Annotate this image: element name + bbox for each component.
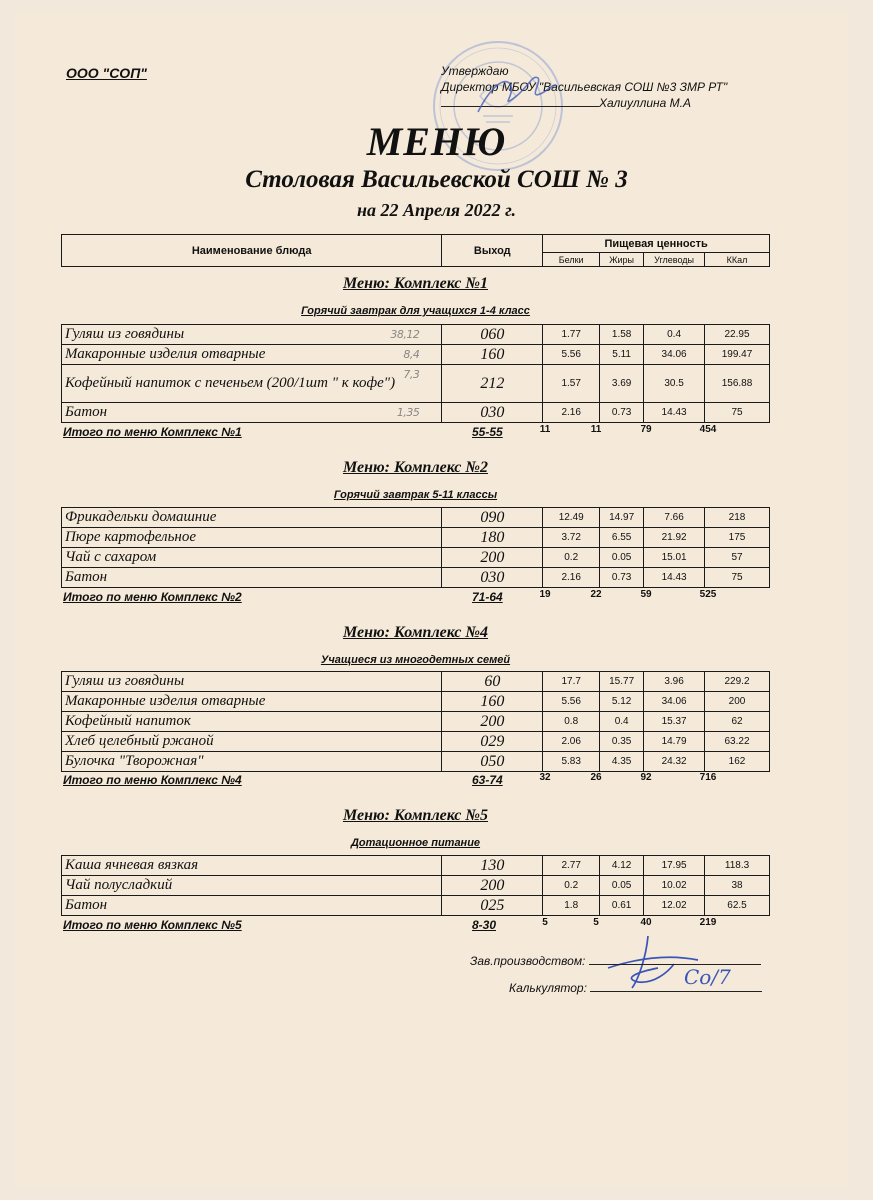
dish-proteins <box>543 528 600 548</box>
total-proteins: 19 <box>539 589 551 600</box>
dish-carbs <box>644 876 705 896</box>
dish-name <box>62 345 442 365</box>
dish-yield <box>442 508 543 528</box>
table-row <box>62 568 770 588</box>
dish-proteins-text: 0.2 <box>564 880 579 891</box>
dish-name-text: Чай с сахаром <box>65 549 157 565</box>
dish-carbs-text: 14.79 <box>661 736 687 747</box>
total-carbs: 92 <box>640 772 652 783</box>
dish-name <box>62 876 442 896</box>
menu-header-table <box>61 234 770 267</box>
dish-fats-text: 0.05 <box>611 552 632 563</box>
dish-name-text: Кофейный напиток <box>65 713 191 729</box>
dish-name <box>62 672 442 692</box>
header-fats: Жиры <box>600 253 644 267</box>
dish-yield-text: 160 <box>480 345 505 363</box>
table-row <box>62 732 770 752</box>
dish-kcal-text: 57 <box>731 552 743 563</box>
header-kcal: ККал <box>705 253 770 267</box>
dish-kcal-text: 75 <box>731 572 743 583</box>
dish-kcal <box>705 325 770 345</box>
dish-carbs <box>644 672 705 692</box>
dish-kcal-text: 156.88 <box>721 378 753 389</box>
section-subtitle: Горячий завтрак 5-11 классы <box>333 489 498 501</box>
table-row <box>62 403 770 423</box>
dish-yield-text: 029 <box>480 732 505 750</box>
dish-kcal-text: 175 <box>728 532 746 543</box>
total-kcal: 454 <box>699 424 717 435</box>
dish-carbs-text: 12.02 <box>661 900 687 911</box>
table-row <box>62 856 770 876</box>
dish-carbs-text: 34.06 <box>661 696 687 707</box>
dish-fats <box>600 896 644 916</box>
dish-kcal <box>705 896 770 916</box>
dish-kcal-text: 75 <box>731 407 743 418</box>
dish-kcal <box>705 528 770 548</box>
dish-carbs-text: 17.95 <box>661 860 687 871</box>
dish-yield <box>442 345 543 365</box>
total-yield: 63-74 <box>472 773 503 787</box>
total-label: Итого по меню Комплекс №4 <box>63 773 242 787</box>
dish-fats <box>600 325 644 345</box>
dish-yield <box>442 403 543 423</box>
dish-carbs <box>644 325 705 345</box>
dish-name <box>62 568 442 588</box>
dish-name-text: Хлеб целебный ржаной <box>65 733 214 749</box>
section-subtitle: Дотационное питание <box>350 837 481 849</box>
dish-carbs-text: 3.96 <box>664 676 684 687</box>
total-fats: 26 <box>590 772 602 783</box>
dish-name <box>62 365 442 403</box>
dish-name-text: Кофейный напиток с печеньем (200/1шт " к кофе") <box>65 375 396 391</box>
dish-kcal-text: 63.22 <box>724 736 750 747</box>
dish-carbs <box>644 548 705 568</box>
dish-kcal-text: 118.3 <box>724 860 750 871</box>
total-fats: 11 <box>590 424 602 435</box>
dish-carbs-text: 15.01 <box>661 552 687 563</box>
dish-kcal-text: 229.2 <box>724 676 750 687</box>
dish-kcal <box>705 345 770 365</box>
table-row <box>62 325 770 345</box>
dish-proteins-text: 1.77 <box>561 329 581 340</box>
dish-kcal-text: 62 <box>731 716 743 727</box>
dish-name <box>62 752 442 772</box>
menu-date: на 22 Апреля 2022 г. <box>357 200 516 220</box>
table-row <box>62 548 770 568</box>
production-signature-line <box>589 953 761 965</box>
approval-heading: Утверждаю <box>441 64 509 78</box>
dish-yield <box>442 692 543 712</box>
footer-production <box>470 953 761 968</box>
dish-proteins <box>543 345 600 365</box>
header-nutrition: Пищевая ценность <box>543 235 770 253</box>
dish-name <box>62 712 442 732</box>
dish-fats <box>600 403 644 423</box>
dish-kcal-text: 199.47 <box>721 349 753 360</box>
dish-carbs <box>644 692 705 712</box>
calculator-label: Калькулятор: <box>509 981 587 995</box>
dish-fats-text: 0.61 <box>611 900 632 911</box>
dish-kcal <box>705 692 770 712</box>
dish-kcal-text: 62.5 <box>727 900 747 911</box>
handwritten-price: 8,4 <box>403 348 420 361</box>
dish-proteins <box>543 896 600 916</box>
dish-kcal <box>705 365 770 403</box>
dish-fats <box>600 876 644 896</box>
dish-fats <box>600 345 644 365</box>
dish-name <box>62 528 442 548</box>
dish-fats <box>600 752 644 772</box>
dish-kcal <box>705 548 770 568</box>
dish-proteins <box>543 712 600 732</box>
table-row <box>62 528 770 548</box>
dish-yield-text: 130 <box>480 856 505 874</box>
dish-yield <box>442 896 543 916</box>
dish-name <box>62 732 442 752</box>
dish-proteins <box>543 403 600 423</box>
total-label: Итого по меню Комплекс №2 <box>63 590 242 604</box>
dish-kcal-text: 162 <box>728 756 746 767</box>
dish-fats-text: 5.11 <box>612 349 631 360</box>
dish-yield-text: 160 <box>480 692 505 710</box>
dish-carbs <box>644 568 705 588</box>
dish-proteins-text: 5.56 <box>561 696 581 707</box>
dish-kcal <box>705 856 770 876</box>
table-row <box>62 672 770 692</box>
dish-name <box>62 856 442 876</box>
total-carbs: 79 <box>640 424 652 435</box>
total-proteins: 32 <box>539 772 551 783</box>
dish-proteins-text: 2.06 <box>561 736 581 747</box>
dish-name-text: Батон <box>65 569 108 585</box>
menu-table <box>61 324 770 423</box>
dish-carbs-text: 24.32 <box>661 756 687 767</box>
dish-fats-text: 0.73 <box>611 572 632 583</box>
dish-kcal <box>705 732 770 752</box>
dish-proteins-text: 1.8 <box>564 900 579 911</box>
svg-text:Co/7: Co/7 <box>684 965 731 989</box>
total-label: Итого по меню Комплекс №5 <box>63 918 242 932</box>
dish-proteins <box>543 732 600 752</box>
section-subtitle: Горячий завтрак для учащихся 1-4 класс <box>301 305 530 317</box>
dish-name-text: Каша ячневая вязкая <box>65 857 199 873</box>
dish-kcal-text: 22.95 <box>724 329 750 340</box>
total-label: Итого по меню Комплекс №1 <box>63 425 242 439</box>
dish-fats-text: 0.4 <box>614 716 629 727</box>
dish-kcal <box>705 712 770 732</box>
dish-carbs-text: 14.43 <box>661 407 687 418</box>
dish-name-text: Батон <box>65 897 108 913</box>
dish-name-text: Булочка "Творожная" <box>65 753 204 769</box>
dish-carbs-text: 0.4 <box>667 329 682 340</box>
production-label: Зав.производством: <box>470 954 586 968</box>
section-total <box>63 425 770 441</box>
dish-proteins-text: 5.56 <box>561 349 581 360</box>
dish-fats-text: 4.12 <box>611 860 632 871</box>
dish-fats <box>600 365 644 403</box>
dish-fats <box>600 548 644 568</box>
dish-name <box>62 692 442 712</box>
dish-proteins-text: 1.57 <box>561 378 581 389</box>
dish-proteins-text: 5.83 <box>561 756 581 767</box>
dish-name-text: Гуляш из говядины <box>65 326 185 342</box>
dish-carbs <box>644 365 705 403</box>
dish-proteins-text: 2.16 <box>561 572 581 583</box>
dish-name <box>62 896 442 916</box>
dish-kcal <box>705 752 770 772</box>
dish-name-text: Пюре картофельное <box>65 529 196 545</box>
dish-proteins-text: 2.77 <box>561 860 581 871</box>
section-subtitle: Учащиеся из многодетных семей <box>320 654 511 666</box>
section-title: Меню: Комплекс №5 <box>342 807 489 824</box>
dish-yield <box>442 712 543 732</box>
dish-name-text: Макаронные изделия отварные <box>65 693 266 709</box>
table-row <box>62 896 770 916</box>
dish-proteins-text: 0.8 <box>564 716 579 727</box>
approval-name: Халиуллина М.А <box>599 96 692 110</box>
dish-proteins <box>543 752 600 772</box>
menu-table <box>61 855 770 916</box>
dish-fats-text: 1.58 <box>611 329 632 340</box>
dish-fats <box>600 528 644 548</box>
page-subtitle: Столовая Васильевской СОШ № 3 <box>245 166 628 193</box>
dish-yield <box>442 876 543 896</box>
total-yield: 55-55 <box>472 425 503 439</box>
dish-proteins <box>543 568 600 588</box>
dish-fats <box>600 712 644 732</box>
dish-carbs-text: 14.43 <box>661 572 687 583</box>
dish-yield-text: 060 <box>480 325 505 343</box>
organization-name: ООО "СОП" <box>66 65 147 81</box>
total-proteins: 11 <box>539 424 551 435</box>
dish-name-text: Чай полусладкий <box>65 877 173 893</box>
dish-yield-text: 200 <box>480 876 505 894</box>
dish-name <box>62 325 442 345</box>
dish-yield-text: 030 <box>480 403 505 421</box>
dish-proteins-text: 17.7 <box>561 676 581 687</box>
dish-fats <box>600 856 644 876</box>
dish-carbs-text: 15.37 <box>661 716 687 727</box>
dish-fats-text: 6.55 <box>611 532 632 543</box>
dish-yield <box>442 752 543 772</box>
dish-kcal <box>705 508 770 528</box>
footer-calculator <box>509 980 762 995</box>
dish-kcal <box>705 672 770 692</box>
section-title: Меню: Комплекс №2 <box>342 459 489 476</box>
table-row <box>62 876 770 896</box>
dish-yield <box>442 856 543 876</box>
section-total <box>63 590 770 606</box>
header-carbs: Углеводы <box>644 253 705 267</box>
dish-yield <box>442 548 543 568</box>
dish-name <box>62 548 442 568</box>
dish-yield <box>442 672 543 692</box>
dish-kcal <box>705 568 770 588</box>
table-row <box>62 712 770 732</box>
dish-yield-text: 212 <box>480 374 505 392</box>
approval-position: Директор МБОУ "Васильевская СОШ №3 ЗМР РТ" <box>441 80 728 94</box>
dish-fats <box>600 732 644 752</box>
dish-fats-text: 3.69 <box>611 378 632 389</box>
dish-proteins <box>543 672 600 692</box>
dish-carbs <box>644 345 705 365</box>
calculator-signature-line <box>590 980 762 992</box>
menu-table <box>61 507 770 588</box>
dish-kcal <box>705 876 770 896</box>
total-yield: 71-64 <box>472 590 503 604</box>
dish-yield <box>442 732 543 752</box>
handwritten-price: 7,3 <box>403 368 420 381</box>
table-row <box>62 752 770 772</box>
dish-fats-text: 0.35 <box>611 736 632 747</box>
dish-proteins-text: 0.2 <box>564 552 579 563</box>
total-carbs: 59 <box>640 589 652 600</box>
dish-yield <box>442 365 543 403</box>
dish-fats <box>600 672 644 692</box>
dish-fats-text: 0.05 <box>611 880 632 891</box>
dish-fats-text: 5.12 <box>611 696 632 707</box>
dish-carbs <box>644 508 705 528</box>
total-kcal: 219 <box>699 917 717 928</box>
total-kcal: 525 <box>699 589 717 600</box>
total-fats: 5 <box>593 917 599 928</box>
table-row <box>62 365 770 403</box>
dish-proteins-text: 3.72 <box>561 532 581 543</box>
dish-yield-text: 050 <box>480 752 505 770</box>
dish-fats <box>600 568 644 588</box>
director-signature <box>470 68 560 120</box>
dish-carbs <box>644 752 705 772</box>
header-dish: Наименование блюда <box>62 235 442 267</box>
dish-fats-text: 0.73 <box>611 407 632 418</box>
dish-name-text: Батон <box>65 404 108 420</box>
dish-fats <box>600 508 644 528</box>
dish-carbs <box>644 896 705 916</box>
dish-proteins <box>543 365 600 403</box>
handwritten-price: 38,12 <box>390 328 420 341</box>
total-kcal: 716 <box>699 772 717 783</box>
dish-carbs-text: 21.92 <box>661 532 687 543</box>
dish-yield-text: 60 <box>484 672 501 690</box>
dish-proteins <box>543 325 600 345</box>
dish-carbs <box>644 732 705 752</box>
dish-kcal-text: 218 <box>728 512 746 523</box>
dish-yield-text: 090 <box>480 508 505 526</box>
dish-carbs <box>644 712 705 732</box>
handwritten-price: 1,35 <box>396 406 420 419</box>
dish-name-text: Макаронные изделия отварные <box>65 346 266 362</box>
dish-name <box>62 508 442 528</box>
total-proteins: 5 <box>542 917 548 928</box>
dish-fats-text: 15.77 <box>609 676 635 687</box>
dish-proteins-text: 12.49 <box>558 512 584 523</box>
dish-yield <box>442 325 543 345</box>
dish-carbs-text: 7.66 <box>664 512 684 523</box>
dish-kcal-text: 200 <box>728 696 746 707</box>
dish-carbs-text: 30.5 <box>664 378 684 389</box>
menu-table <box>61 671 770 772</box>
dish-name <box>62 403 442 423</box>
dish-yield-text: 025 <box>480 896 505 914</box>
total-fats: 22 <box>590 589 602 600</box>
table-row <box>62 692 770 712</box>
section-title: Меню: Комплекс №4 <box>342 624 489 641</box>
dish-carbs <box>644 528 705 548</box>
dish-yield-text: 200 <box>480 712 505 730</box>
dish-proteins <box>543 876 600 896</box>
dish-carbs-text: 34.06 <box>661 349 687 360</box>
header-yield: Выход <box>442 235 543 267</box>
dish-proteins <box>543 692 600 712</box>
dish-yield-text: 180 <box>480 528 505 546</box>
dish-yield <box>442 568 543 588</box>
dish-name-text: Фрикадельки домашние <box>65 509 217 525</box>
page-title: МЕНЮ <box>366 119 507 164</box>
total-yield: 8-30 <box>472 918 497 932</box>
dish-kcal-text: 38 <box>731 880 743 891</box>
dish-carbs <box>644 403 705 423</box>
dish-fats-text: 4.35 <box>611 756 632 767</box>
dish-proteins <box>543 548 600 568</box>
total-carbs: 40 <box>640 917 652 928</box>
dish-proteins-text: 2.16 <box>561 407 581 418</box>
dish-name-text: Гуляш из говядины <box>65 673 185 689</box>
dish-proteins <box>543 508 600 528</box>
dish-yield-text: 200 <box>480 548 505 566</box>
dish-carbs-text: 10.02 <box>661 880 687 891</box>
dish-yield <box>442 528 543 548</box>
section-title: Меню: Комплекс №1 <box>342 275 489 292</box>
dish-kcal <box>705 403 770 423</box>
table-row <box>62 345 770 365</box>
dish-fats-text: 14.97 <box>609 512 635 523</box>
table-row <box>62 508 770 528</box>
dish-proteins <box>543 856 600 876</box>
dish-carbs <box>644 856 705 876</box>
header-proteins: Белки <box>543 253 600 267</box>
section-total <box>63 773 770 789</box>
dish-yield-text: 030 <box>480 568 505 586</box>
dish-fats <box>600 692 644 712</box>
